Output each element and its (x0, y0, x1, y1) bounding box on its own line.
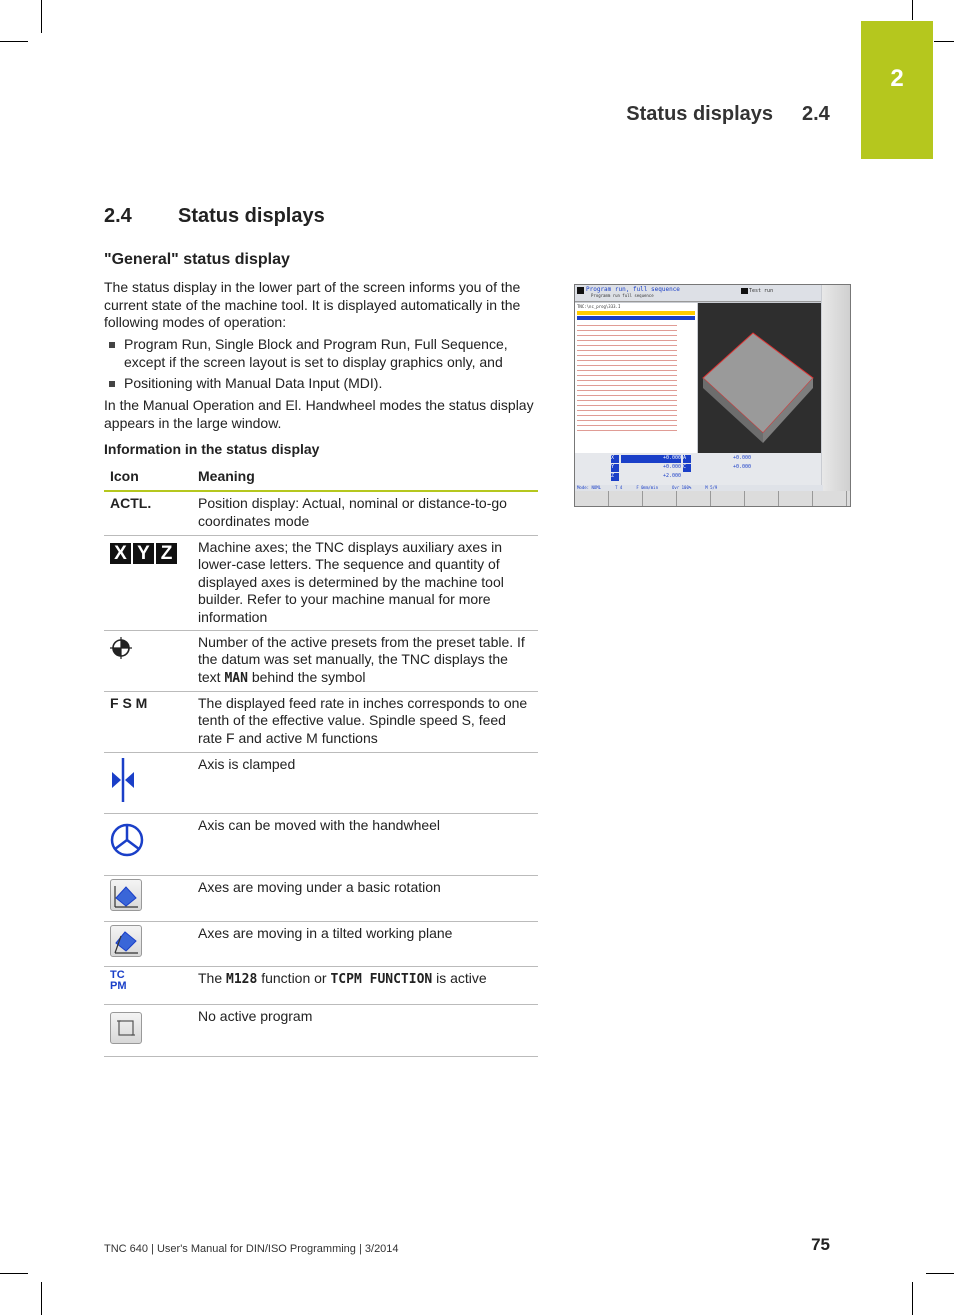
softkey-row (575, 491, 851, 507)
footer-text: TNC 640 | User's Manual for DIN/ISO Programming | 3/2014 (104, 1243, 399, 1255)
meaning-cell: Position display: Actual, nominal or distance-to-go coordinates mode (192, 491, 538, 535)
table-row (104, 630, 538, 691)
meaning-text: Number of the active presets from the preset table. If the datum was set manually, the TNC displays the text (198, 633, 525, 685)
table-row (104, 966, 538, 1004)
intro-paragraph: The status display in the lower part of the screen informs you of the current state of the machine tool. It is displayed automatically in the following modes of operation: (104, 279, 521, 331)
meaning-cell: Machine axes; the TNC displays auxiliary axes in lower-case letters. The sequence and quantity of displayed axes is determined by the machine tool builder. Refer to your machine manual for more information (192, 535, 538, 630)
tcpm-function-code: TCPM FUNCTION (330, 971, 433, 987)
status-item: Mode: NOML (577, 485, 602, 490)
tcpm-line: PM (110, 979, 127, 992)
status-item: F 0mm/min (636, 485, 659, 490)
tcpm-line: TC (110, 968, 125, 981)
crop-mark (912, 1282, 913, 1315)
mode-title: Program run, full sequence (586, 286, 680, 293)
table-row (104, 752, 538, 813)
basic-rotation-icon (110, 879, 142, 911)
section-number: 2.4 (104, 205, 132, 227)
tnc-screenshot (574, 284, 851, 507)
icon-cell (104, 535, 192, 630)
axis-clamped-icon (110, 758, 136, 802)
meaning-text: is active (432, 969, 487, 986)
softkey-column (822, 285, 851, 507)
meaning-cell (192, 630, 538, 691)
bullet-item (104, 375, 544, 393)
icon-cell (104, 875, 192, 921)
no-program-icon (110, 1012, 142, 1044)
m128-code: M128 (226, 971, 258, 987)
meaning-cell: Axis can be moved with the handwheel (192, 813, 538, 875)
crop-mark (41, 0, 42, 33)
table-row (104, 921, 538, 966)
actl-label: ACTL. (110, 495, 152, 511)
fsm-label: F S M (110, 694, 148, 711)
icon-cell (104, 921, 192, 966)
after-bullets-paragraph: In the Manual Operation and El. Handwheel modes the status display appears in the large window. (104, 397, 534, 431)
table-row (104, 875, 538, 921)
icon-cell (104, 630, 192, 691)
meaning-text: behind the symbol (247, 668, 366, 685)
man-code: MAN (224, 670, 248, 686)
axis-value: +0.000 (662, 464, 681, 470)
table-row (104, 1004, 538, 1056)
col-meaning-header: Meaning (192, 464, 538, 491)
icon-cell (104, 813, 192, 875)
workpiece-graphic (698, 303, 821, 453)
col-icon-header: Icon (104, 464, 192, 491)
program-active-line (577, 316, 695, 320)
table-row (104, 491, 538, 535)
axis-letter: Y (133, 543, 154, 564)
meaning-cell: Axes are moving in a tilted working plane (192, 921, 538, 966)
table-heading: Information in the status display (104, 441, 320, 457)
bullet-item (104, 336, 544, 371)
status-item: M 5/9 (705, 485, 718, 490)
bullet-square-icon (109, 342, 115, 348)
crop-mark (926, 1273, 954, 1274)
axis-letter: Z (156, 543, 177, 564)
axis-row (611, 455, 751, 463)
meaning-text: function or (257, 969, 331, 986)
program-listing (577, 323, 677, 433)
icon-cell (104, 1004, 192, 1056)
crop-mark (934, 41, 954, 42)
axis-value: +2.000 (662, 473, 681, 479)
meaning-cell: The displayed feed rate in inches corresponds to one tenth of the effective value. Spindle speed S, feed rate F and active M functions (192, 691, 538, 752)
axis-letter: Y (611, 464, 619, 472)
chapter-number: 2 (890, 65, 904, 92)
tcpm-icon (110, 970, 186, 992)
page-number: 75 (811, 1235, 830, 1254)
aux-axis-value: +0.000 (732, 455, 751, 461)
axis-value: +0.000 (621, 455, 681, 463)
table-row (104, 813, 538, 875)
axis-letter: X (611, 455, 619, 463)
meaning-cell: No active program (192, 1004, 538, 1056)
meaning-text: The (198, 969, 227, 986)
table-row (104, 535, 538, 630)
preset-datum-icon (110, 637, 132, 659)
bullet-square-icon (109, 381, 115, 387)
aux-axis-letter: C (683, 464, 691, 472)
running-header-title: Status displays (626, 103, 773, 125)
icon-cell (104, 966, 192, 1004)
aux-axis-letter: A (683, 455, 691, 463)
crop-mark (0, 1273, 28, 1274)
chapter-tab (861, 21, 933, 159)
program-pane (575, 303, 697, 453)
mode-icon (577, 287, 584, 294)
icon-cell (104, 691, 192, 752)
icon-cell (104, 752, 192, 813)
crop-mark (912, 0, 913, 20)
axis-row (611, 473, 751, 481)
axis-letter: X (110, 543, 131, 564)
xyz-axes-icon (110, 543, 177, 564)
graphics-pane (698, 303, 821, 453)
subsection-heading: "General" status display (104, 251, 290, 268)
handwheel-icon (110, 823, 144, 857)
bullet-text: Program Run, Single Block and Program Run, Full Sequence, except if the screen layout is set to display graphics only, and (124, 336, 508, 370)
icon-cell (104, 491, 192, 535)
tilted-plane-icon (110, 925, 142, 957)
position-display (575, 453, 821, 485)
status-info-table (104, 464, 538, 1057)
meaning-cell: Axes are moving under a basic rotation (192, 875, 538, 921)
bullet-text: Positioning with Manual Data Input (MDI). (124, 375, 383, 391)
axis-letter: Z (611, 473, 619, 481)
program-highlight-line (577, 311, 695, 315)
section-title: Status displays (178, 205, 325, 227)
crop-mark (0, 41, 28, 42)
test-run-label: Test run (749, 288, 774, 294)
section-heading (104, 205, 325, 228)
aux-axis-value: +0.000 (732, 464, 751, 470)
meaning-cell (192, 966, 538, 1004)
status-item: T 4 (615, 485, 623, 490)
screenshot-titlebar (575, 285, 821, 302)
table-header-row (104, 464, 538, 491)
table-row (104, 691, 538, 752)
test-run-icon (741, 288, 748, 294)
meaning-cell: Axis is clamped (192, 752, 538, 813)
running-header-section: 2.4 (802, 103, 830, 125)
file-path: TNC:\nc_prog\333.I (577, 304, 621, 309)
crop-mark (41, 1282, 42, 1315)
axis-row (611, 464, 751, 472)
mode-subtitle: Programm run full sequence (591, 293, 654, 298)
status-item: Ovr 100% (672, 485, 692, 490)
